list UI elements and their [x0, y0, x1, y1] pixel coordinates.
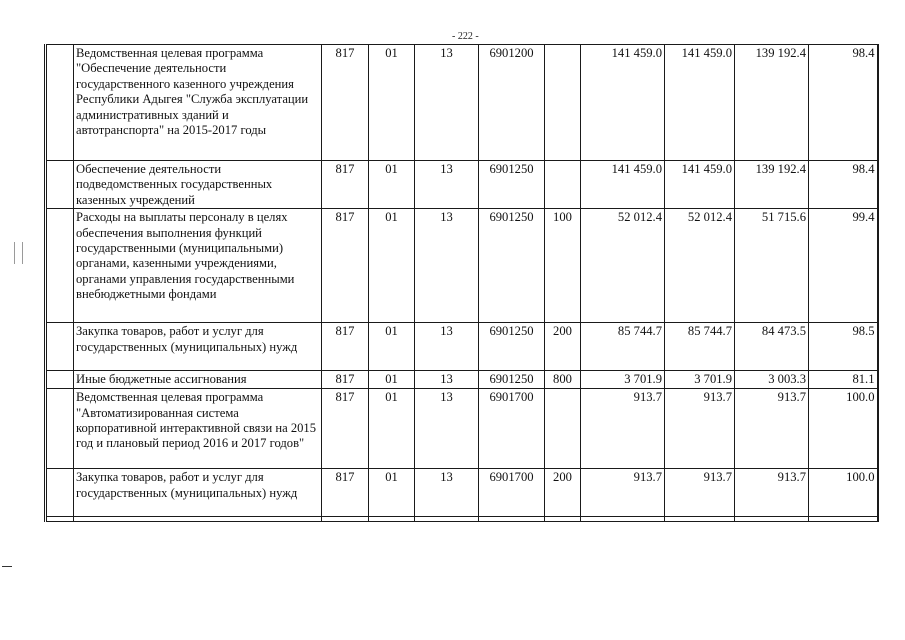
row-executed: 913.7	[735, 469, 809, 517]
row-percent: 98.4	[809, 45, 878, 161]
row-executed: 139 192.4	[735, 45, 809, 161]
bottom-rule-cell	[369, 517, 415, 522]
bottom-rule-cell	[581, 517, 665, 522]
row-expense-type: 800	[545, 371, 581, 389]
row-subsection: 13	[415, 161, 479, 209]
scan-tick	[14, 242, 15, 264]
row-percent: 100.0	[809, 469, 878, 517]
row-executed: 913.7	[735, 389, 809, 469]
row-approved: 913.7	[581, 469, 665, 517]
row-ministry: 817	[322, 161, 369, 209]
row-gutter	[46, 389, 74, 469]
bottom-rule-cell	[322, 517, 369, 522]
row-percent: 99.4	[809, 209, 878, 323]
row-ministry: 817	[322, 389, 369, 469]
row-percent: 81.1	[809, 371, 878, 389]
row-subsection: 13	[415, 389, 479, 469]
row-refined: 141 459.0	[665, 161, 735, 209]
table-row	[46, 209, 878, 323]
row-name: Обеспечение деятельности подведомственных государственных казенных учреждений	[74, 161, 322, 209]
row-approved: 85 744.7	[581, 323, 665, 371]
row-target: 6901250	[479, 161, 545, 209]
scan-tick	[22, 242, 23, 264]
row-section: 01	[369, 371, 415, 389]
row-gutter	[46, 161, 74, 209]
bottom-rule-cell	[46, 517, 74, 522]
row-executed: 3 003.3	[735, 371, 809, 389]
bottom-rule-cell	[735, 517, 809, 522]
scan-mark	[2, 566, 12, 567]
table-row	[46, 389, 878, 469]
row-refined: 52 012.4	[665, 209, 735, 323]
table-body	[46, 45, 878, 522]
row-name: Закупка товаров, работ и услуг для государственных (муниципальных) нужд	[74, 469, 322, 517]
row-ministry: 817	[322, 323, 369, 371]
bottom-rule-cell	[665, 517, 735, 522]
row-name: Расходы на выплаты персоналу в целях обеспечения выполнения функций государственными (муниципальными) органами, казенными учреждениями, органами управления государственными внебюджетными фондами	[74, 209, 322, 323]
row-name: Ведомственная целевая программа "Обеспечение деятельности государственного казенного учреждения Республики Адыгея "Служба эксплуатации административных зданий и автотранспорта" на 2015-2017 годы	[74, 45, 322, 161]
row-expense-type	[545, 161, 581, 209]
table-row	[46, 371, 878, 389]
row-target: 6901200	[479, 45, 545, 161]
row-section: 01	[369, 469, 415, 517]
bottom-rule-cell	[74, 517, 322, 522]
table-row	[46, 45, 878, 161]
row-gutter	[46, 209, 74, 323]
row-section: 01	[369, 45, 415, 161]
bottom-rule-cell	[545, 517, 581, 522]
row-subsection: 13	[415, 45, 479, 161]
row-expense-type: 200	[545, 469, 581, 517]
row-ministry: 817	[322, 371, 369, 389]
row-ministry: 817	[322, 469, 369, 517]
table-row	[46, 469, 878, 517]
row-section: 01	[369, 209, 415, 323]
row-target: 6901250	[479, 371, 545, 389]
row-expense-type	[545, 389, 581, 469]
row-target: 6901250	[479, 323, 545, 371]
row-section: 01	[369, 323, 415, 371]
bottom-rule-cell	[479, 517, 545, 522]
row-percent: 98.5	[809, 323, 878, 371]
row-executed: 84 473.5	[735, 323, 809, 371]
row-refined: 913.7	[665, 389, 735, 469]
row-gutter	[46, 469, 74, 517]
row-refined: 3 701.9	[665, 371, 735, 389]
row-target: 6901700	[479, 469, 545, 517]
row-refined: 141 459.0	[665, 45, 735, 161]
row-executed: 51 715.6	[735, 209, 809, 323]
row-target: 6901700	[479, 389, 545, 469]
row-executed: 139 192.4	[735, 161, 809, 209]
row-target: 6901250	[479, 209, 545, 323]
row-name: Иные бюджетные ассигнования	[74, 371, 322, 389]
table-row	[46, 161, 878, 209]
row-approved: 3 701.9	[581, 371, 665, 389]
row-gutter	[46, 323, 74, 371]
row-approved: 141 459.0	[581, 45, 665, 161]
row-refined: 85 744.7	[665, 323, 735, 371]
row-subsection: 13	[415, 323, 479, 371]
row-subsection: 13	[415, 209, 479, 323]
table-bottom-rule	[46, 517, 878, 522]
row-expense-type: 100	[545, 209, 581, 323]
row-ministry: 817	[322, 45, 369, 161]
row-percent: 98.4	[809, 161, 878, 209]
row-expense-type	[545, 45, 581, 161]
row-percent: 100.0	[809, 389, 878, 469]
budget-table	[44, 44, 879, 522]
row-refined: 913.7	[665, 469, 735, 517]
bottom-rule-cell	[415, 517, 479, 522]
row-section: 01	[369, 161, 415, 209]
bottom-rule-cell	[809, 517, 878, 522]
row-gutter	[46, 45, 74, 161]
row-expense-type: 200	[545, 323, 581, 371]
row-ministry: 817	[322, 209, 369, 323]
page-number: - 222 -	[452, 31, 479, 42]
row-approved: 141 459.0	[581, 161, 665, 209]
row-approved: 52 012.4	[581, 209, 665, 323]
table-row	[46, 323, 878, 371]
row-approved: 913.7	[581, 389, 665, 469]
row-gutter	[46, 371, 74, 389]
row-subsection: 13	[415, 371, 479, 389]
row-name: Закупка товаров, работ и услуг для государственных (муниципальных) нужд	[74, 323, 322, 371]
row-name: Ведомственная целевая программа "Автоматизированная система корпоративной интерактивной связи на 2015 год и плановый период 2016 и 2017 годов"	[74, 389, 322, 469]
row-section: 01	[369, 389, 415, 469]
row-subsection: 13	[415, 469, 479, 517]
